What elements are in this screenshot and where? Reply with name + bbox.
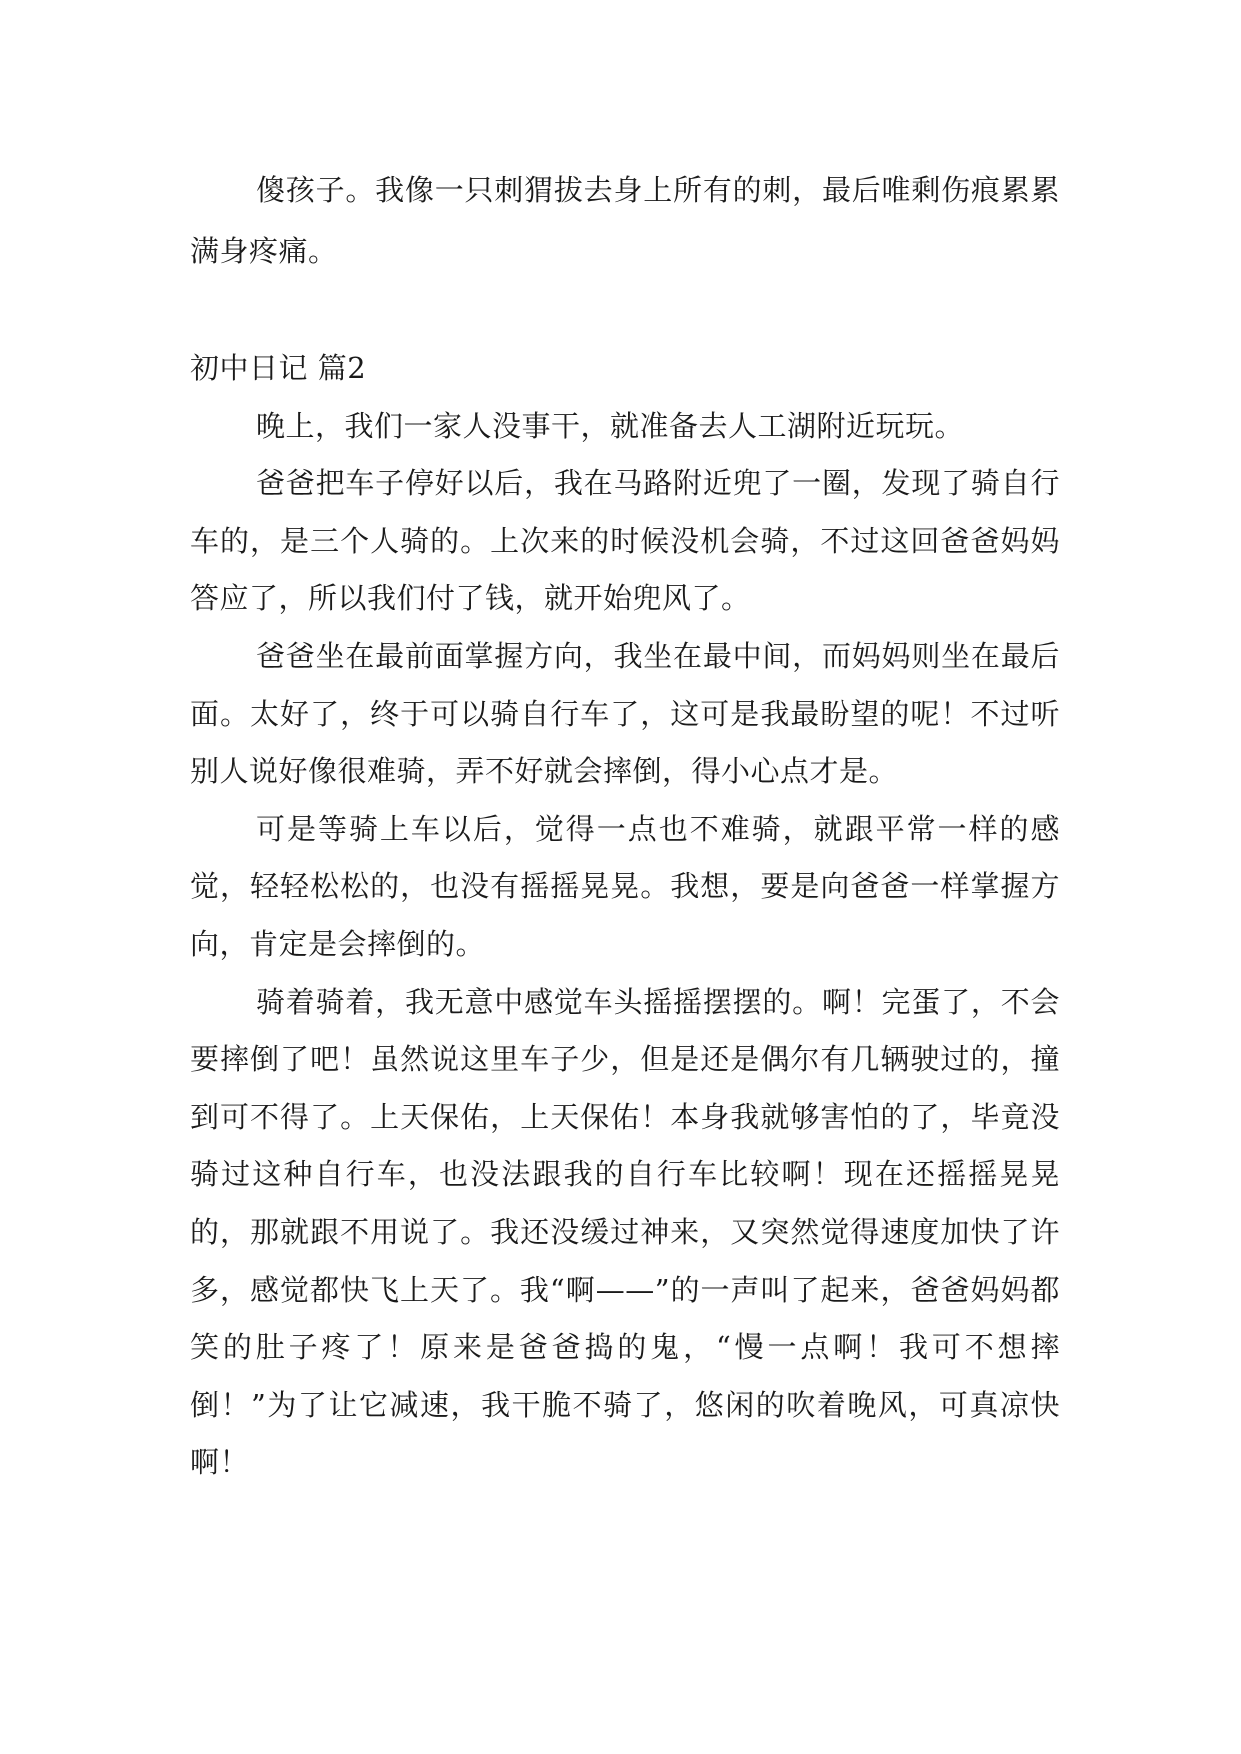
paragraph: 可是等骑上车以后，觉得一点也不难骑，就跟平常一样的感觉，轻轻松松的，也没有摇摇晃晃。我想，要是向爸爸一样掌握方向，肯定是会摔倒的。 [190, 811, 1060, 961]
paragraph: 爸爸坐在最前面掌握方向，我坐在最中间，而妈妈则坐在最后面。太好了，终于可以骑自行车了，这可是我最盼望的呢！不过听别人说好像很难骑，弄不好就会摔倒，得小心点才是。 [190, 638, 1060, 789]
paragraph: 傻孩子。我像一只刺猬拔去身上所有的刺，最后唯剩伤痕累累满身疼痛。 [190, 173, 1060, 268]
paragraph: 晚上，我们一家人没事干，就准备去人工湖附近玩玩。 [256, 408, 965, 443]
paragraph: 骑着骑着，我无意中感觉车头摇摇摆摆的。啊！完蛋了，不会要摔倒了吧！虽然说这里车子少，但是还是偶尔有几辆驶过的，撞到可不得了。上天保佑，上天保佑！本身我就够害怕的了，毕竟没骑过这种自行车，也没法跟我的自行车比较啊！现在还摇摇晃晃的，那就跟不用说了。我还没缓过神来，又突然觉得速度加快了许多，感觉都快飞上天了。我“啊——”的一声叫了起来，爸爸妈妈都笑的肚子疼了！原来是爸爸捣的鬼，“慢一点啊！我可不想摔倒！”为了让它减速，我干脆不骑了，悠闲的吹着晚风，可真凉快啊！ [190, 984, 1060, 1480]
previous-entry-ending [190, 160, 1060, 282]
paragraph: 爸爸把车子停好以后，我在马路附近兜了一圈，发现了骑自行车的，是三个人骑的。上次来的时候没机会骑，不过这回爸爸妈妈答应了，所以我们付了钱，就开始兜风了。 [190, 466, 1060, 616]
diary-entry-2 [190, 340, 1060, 1492]
section-title: 初中日记 篇2 [190, 351, 367, 385]
